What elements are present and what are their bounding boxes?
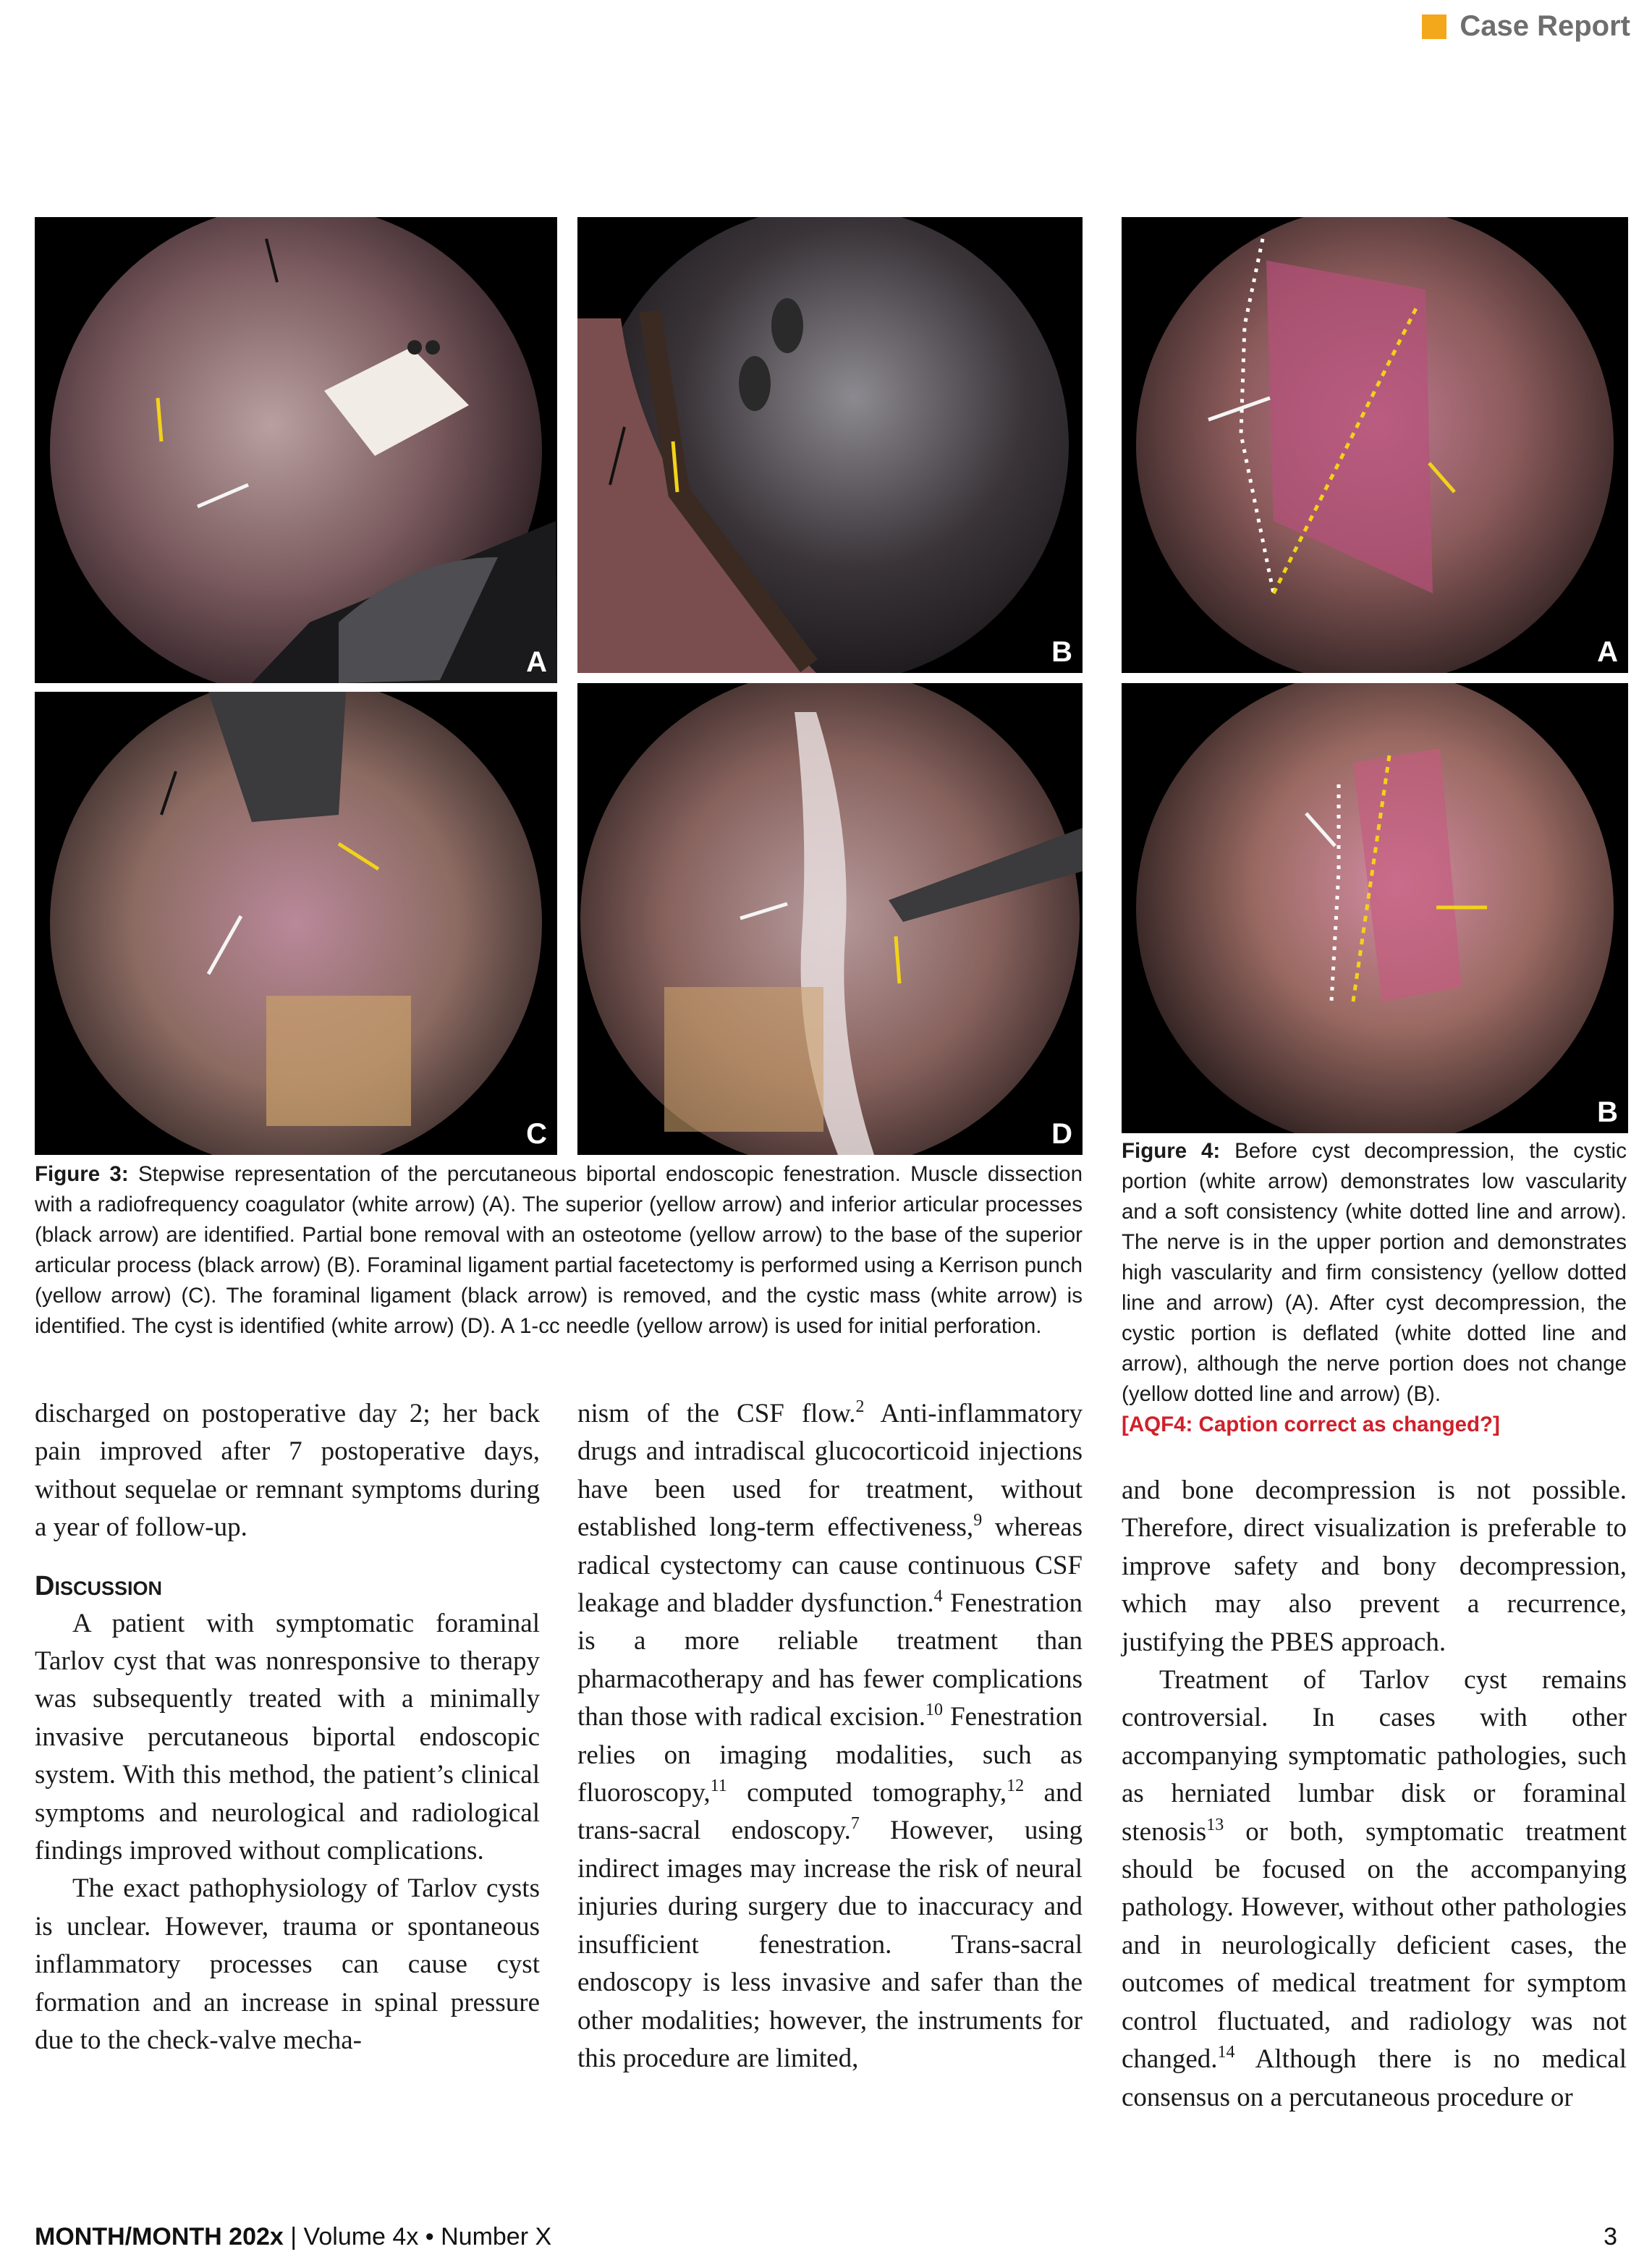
endoscopic-image	[1122, 683, 1628, 1133]
section-heading: Discussion	[35, 1570, 162, 1601]
panel-letter: B	[1597, 1096, 1618, 1128]
figure3-caption-text: Stepwise representation of the percutaneous biportal endoscopic fenestration. Muscle dissection with a radiofrequency coagulator (white arrow) (A). The superior (yellow arrow) and inferior articular processes (black arrow) are identified. Partial bone removal with an osteotome (yellow arrow) to the base of the superior articular process (black arrow) (B). Foraminal ligament partial facetectomy is performed using a Kerrison punch (yellow arrow) (C). The foraminal ligament (black arrow) is removed, and the cystic mass (white arrow) is identified. The cyst is identified (white arrow) (D). A 1-cc needle (yellow arrow) is used for initial perforation.	[35, 1162, 1083, 1338]
section-tag-marker	[1422, 14, 1446, 39]
paragraph: Treatment of Tarlov cyst remains controversial. In cases with other accompanying symptomatic pathologies, such as herniated lumbar disk or foraminal stenosis$^{13}$ or both, symptomatic treatment should be focused on the accompanying pathology. However, without other pathologies and in neurologically deficient cases, the outcomes of medical treatment for symptom control fluctuated, and radiology was not changed.$^{14}$ Although there is no medical consensus on a percutaneous procedure or	[1122, 1665, 1627, 2112]
section-tag	[1422, 10, 1630, 43]
endoscopic-image	[35, 692, 557, 1155]
figure4-caption-label: Figure 4:	[1122, 1139, 1221, 1163]
panel-letter: A	[526, 646, 547, 678]
reference-number: 2	[855, 1397, 865, 1416]
paragraph: A patient with symptomatic foraminal Tarlov cyst that was nonresponsive to therapy was subsequently treated with a minimally invasive percutaneous biportal endoscopic system. With this method, the patient’s clinical symptoms and neurological and radiological findings improved without complications.	[35, 1608, 540, 1866]
reference-number: 9	[973, 1511, 983, 1530]
reference-number: 13	[1206, 1815, 1224, 1834]
endoscopic-image	[1122, 217, 1628, 673]
endoscopic-image	[577, 683, 1083, 1155]
reference-number: 10	[925, 1701, 944, 1720]
reference-number: 12	[1007, 1777, 1025, 1796]
panel-letter: A	[1597, 636, 1618, 668]
footer-volume: | Volume 4x • Number X	[290, 2223, 552, 2250]
figure3-panel-b	[577, 217, 1083, 673]
footer-date: MONTH/MONTH 202x	[35, 2223, 284, 2250]
body-column-3	[1122, 1472, 1627, 2117]
reference-number: 7	[850, 1814, 860, 1834]
paragraph: discharged on postoperative day 2; her back pain improved after 7 postoperative days, without sequelae or remnant symptoms during a year of follow-up.	[35, 1399, 540, 1543]
section-tag-label: Case Report	[1460, 10, 1630, 42]
reference-number: 11	[710, 1777, 727, 1796]
figure3-panel-a	[35, 217, 557, 683]
author-query: [AQF4: Caption correct as changed?]	[1122, 1413, 1500, 1436]
body-column-2	[577, 1395, 1083, 2078]
figure3-caption	[35, 1159, 1083, 1342]
figure3-caption-label: Figure 3:	[35, 1162, 129, 1186]
figure4-caption-text: Before cyst decompression, the cystic portion (white arrow) demonstrates low vascularity and a soft consistency (white dotted line and arrow). The nerve is in the upper portion and demonstrates high vascularity and firm consistency (yellow dotted line and arrow) (A). After cyst decompression, the cystic portion is deflated (white dotted line and arrow), although the nerve portion does not change (yellow dotted line and arrow) (B).	[1122, 1139, 1627, 1406]
figure3-panel-c	[35, 692, 557, 1155]
endoscopic-image	[35, 217, 557, 683]
figure3-panel-d	[577, 683, 1083, 1155]
endoscopic-image	[577, 217, 1083, 673]
panel-letter: D	[1051, 1118, 1072, 1150]
panel-letter: B	[1051, 636, 1072, 668]
paragraph: nism of the CSF flow.$^2$ Anti-inflammatory drugs and intradiscal glucocorticoid injections have been used for treatment, without established long-term effectiveness,$^9$ whereas radical cystectomy can cause continuous CSF leakage and bladder dysfunction.$^4$ Fenestration is a more reliable treatment than pharmacotherapy and has fewer complications than those with radical excision.$^{10}$ Fenestration relies on imaging modalities, such as fluoroscopy,$^{11}$ computed tomography,$^{12}$ and trans-sacral endoscopy.$^7$ However, using indirect images may increase the risk of neural injuries during surgery due to inaccuracy and insufficient fenestration. Trans-sacral endoscopy is less invasive and safer than the other modalities; however, the instruments for this procedure are limited,	[577, 1397, 1083, 2073]
paragraph: The exact pathophysiology of Tarlov cysts is unclear. However, trauma or spontaneous inflammatory processes can cause cyst formation and an increase in spinal pressure due to the check-valve mecha-	[35, 1873, 540, 2056]
reference-number: 14	[1217, 2043, 1235, 2062]
figure4-panel-a	[1122, 217, 1628, 673]
footer-issue	[35, 2223, 551, 2251]
page-number: 3	[1604, 2223, 1617, 2250]
reference-number: 4	[933, 1587, 943, 1606]
paragraph: and bone decompression is not possible. Therefore, direct visualization is preferable to improve safety and bony decompression, which may also prevent a recurrence, justifying the PBES approach.	[1122, 1475, 1627, 1657]
figure4-caption	[1122, 1136, 1627, 1440]
panel-letter: C	[526, 1118, 547, 1150]
body-column-1	[35, 1395, 540, 2060]
figure4-panel-b	[1122, 683, 1628, 1133]
